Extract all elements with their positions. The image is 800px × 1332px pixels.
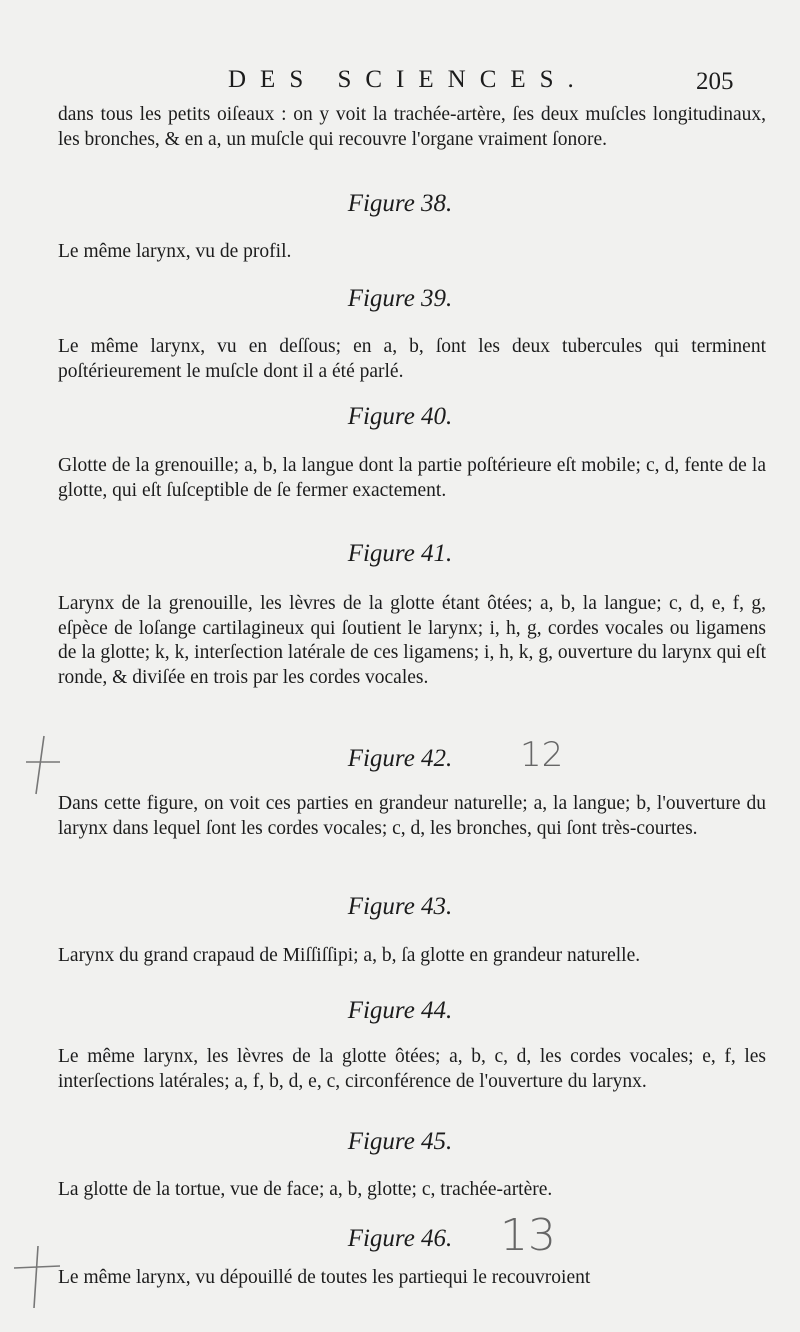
paragraph: Larynx du grand crapaud de Miſſiſſipi; a, b, ſa glotte en grandeur naturelle. (58, 945, 641, 966)
figure-caption: Figure 38. (347, 190, 453, 217)
figure-caption: Figure 46. (347, 1225, 453, 1252)
handwritten-mark (14, 732, 74, 802)
paragraph: La glotte de la tortue, vue de face; a, b, glotte; c, trachée-artère. (58, 1179, 553, 1200)
paragraph: Le même larynx, vu dépouillé de toutes les partiequi le recouvroient (58, 1267, 591, 1288)
figure-caption: Figure 44. (347, 997, 453, 1024)
paragraph: Glotte de la grenouille; a, b, la langue dont la partie poſtérieure eſt mobile; c, d, fente de la glotte, qui eſt ſuſceptible de ſe fermer exactement. (58, 455, 766, 501)
handwritten-mark (8, 1242, 68, 1312)
handwritten-number: 13 (500, 1210, 556, 1261)
handwritten-number: 12 (520, 735, 564, 775)
running-head: DES SCIENCES. (228, 66, 588, 93)
page-header (0, 66, 800, 106)
figure-caption: Figure 43. (347, 893, 453, 920)
paragraph: Dans cette figure, on voit ces parties en grandeur naturelle; a, la langue; b, l'ouverture du larynx dans lequel ſont les cordes vocales; c, d, les bronches, qui ſont très-courtes. (58, 793, 766, 839)
figure-caption: Figure 42. (347, 745, 453, 772)
figure-caption: Figure 40. (347, 403, 453, 430)
figure-caption: Figure 45. (347, 1128, 453, 1155)
paragraph: Larynx de la grenouille, les lèvres de la glotte étant ôtées; a, b, la langue; c, d, e, f, g, eſpèce de loſange cartilagineux qui ſoutient le larynx; i, h, g, cordes vocales ou ligamens de la glotte; k, k, interſection latérale de ces ligamens; i, h, k, g, ouverture du larynx qui eſt ronde, & diviſée en trois par les cordes vocales. (58, 593, 766, 688)
paragraph: dans tous les petits oiſeaux : on y voit la trachée-artère, ſes deux muſcles longitudinaux, les bronches, & en a, un muſcle qui recouvre l'organe vraiment ſonore. (58, 104, 766, 150)
figure-caption: Figure 39. (347, 285, 453, 312)
figure-caption: Figure 41. (347, 540, 453, 567)
paragraph: Le même larynx, vu en deſſous; en a, b, ſont les deux tubercules qui terminent poſtérieurement le muſcle dont il a été parlé. (58, 336, 766, 382)
paragraph: Le même larynx, les lèvres de la glotte ôtées; a, b, c, d, les cordes vocales; e, f, les interſections latérales; a, f, b, d, e, c, circonférence de l'ouverture du larynx. (58, 1046, 766, 1092)
paragraph: Le même larynx, vu de profil. (58, 241, 292, 262)
page-number: 205 (696, 68, 734, 95)
